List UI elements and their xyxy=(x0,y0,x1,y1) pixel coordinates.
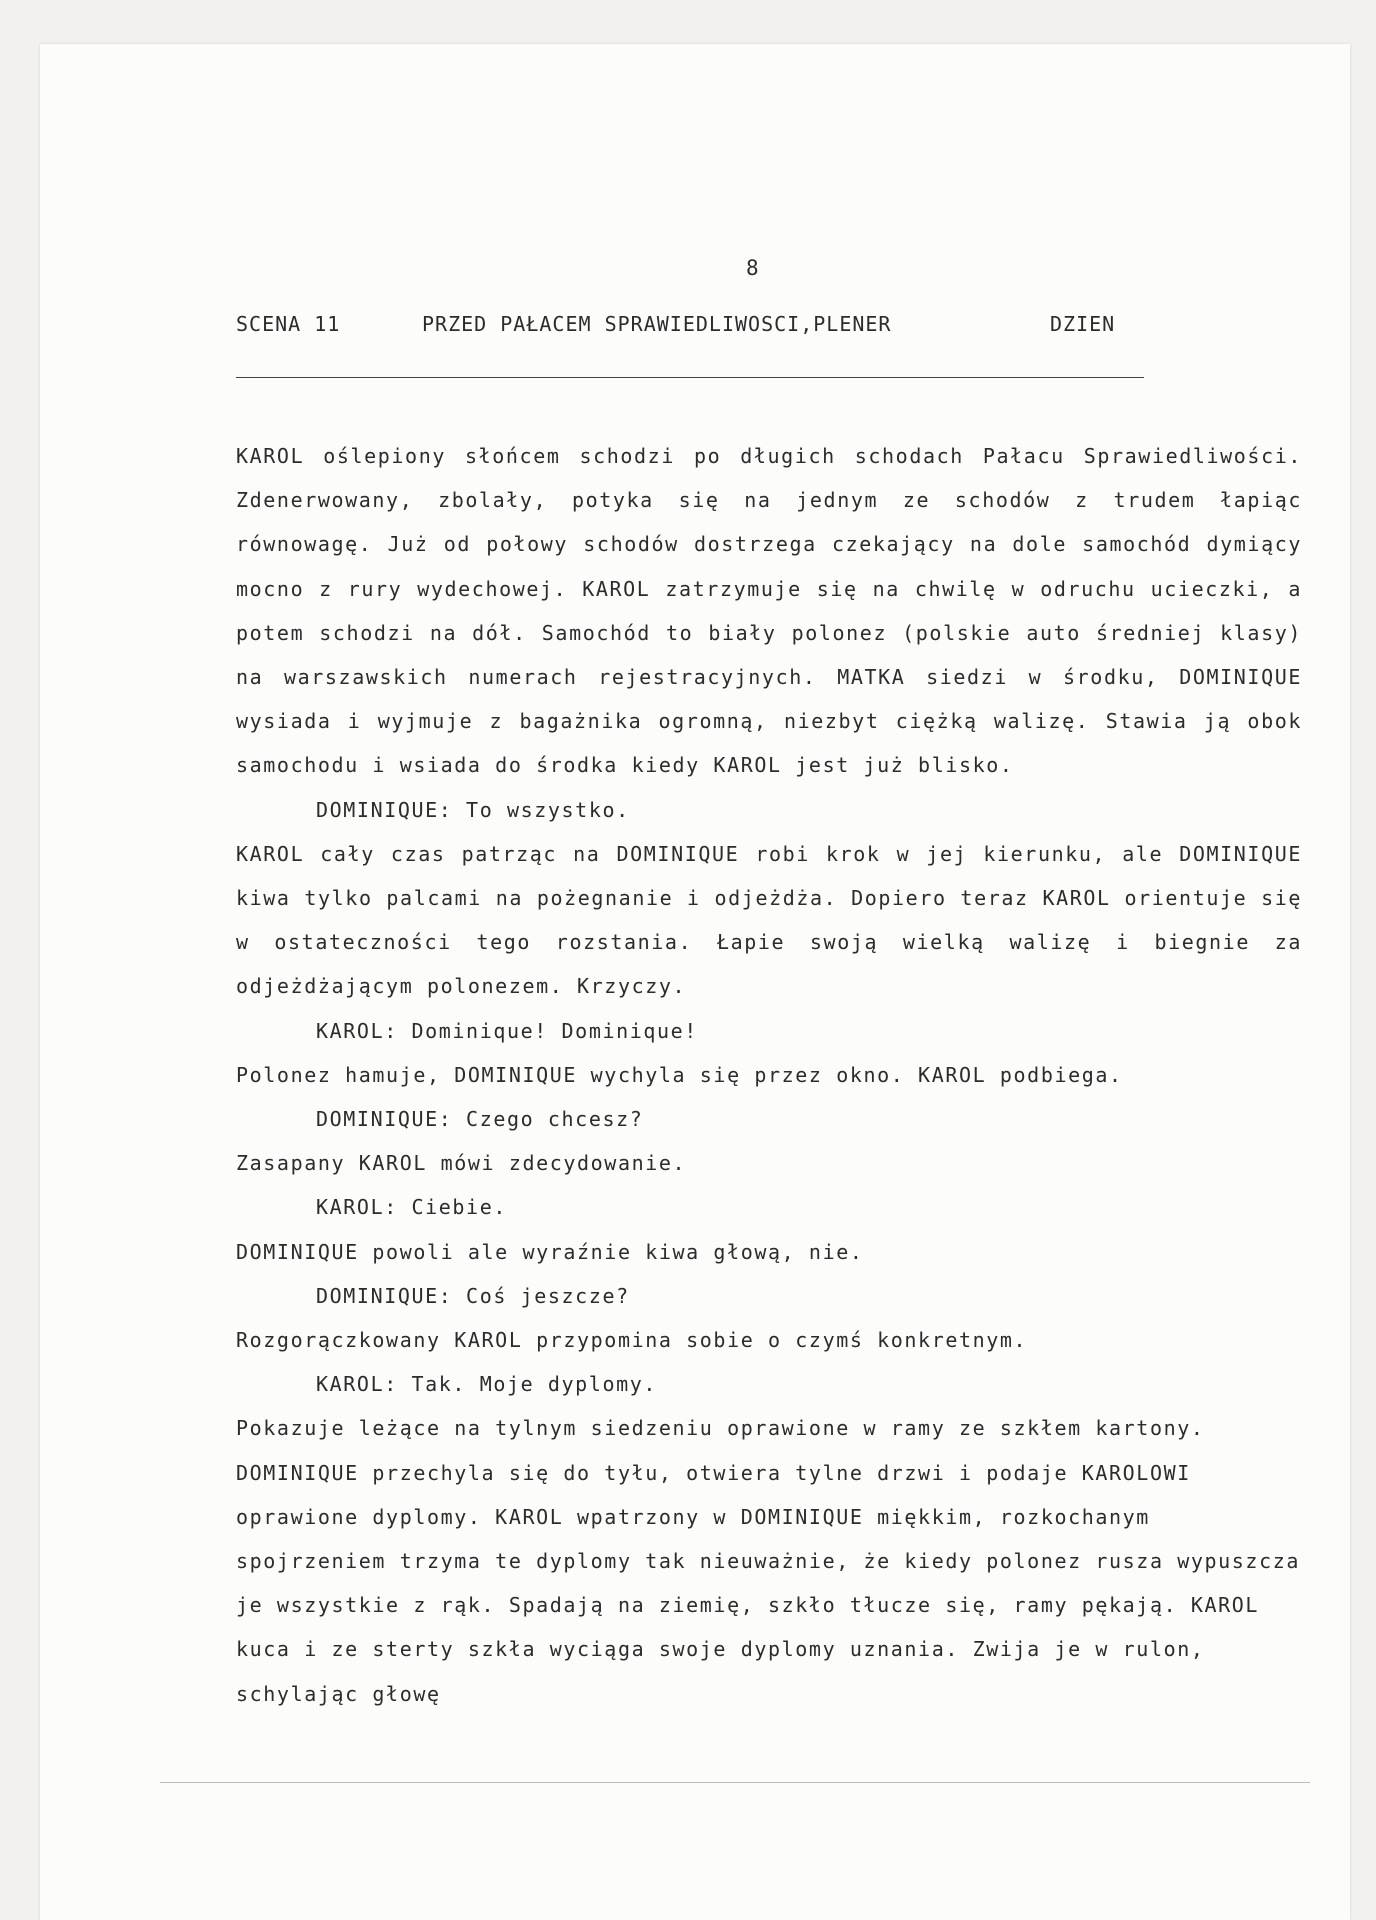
script-page xyxy=(40,44,1350,1920)
dialogue-line: KAROL: Ciebie. xyxy=(316,1195,507,1220)
action-paragraph: Pokazuje leżące na tylnym siedzeniu oprawione w ramy ze szkłem kartony. DOMINIQUE przechyla się do tyłu, otwiera tylne drzwi i podaje KAROLOWI oprawione dyplomy. KAROL wpatrzony w DOMINIQUE miękkim, rozkochanym spojrzeniem trzyma te dyplomy tak nieuważnie, że kiedy polonez rusza wypuszcza je wszystkie z rąk. Spadają na ziemię, szkło tłucze się, ramy pękają. KAROL kuca i ze sterty szkła wyciąga swoje dyplomy uznania. Zwija je w rulon, schylając głowę xyxy=(236,1416,1300,1706)
scene-location: PRZED PAŁACEM SPRAWIEDLIWOSCI,PLENER xyxy=(422,312,892,336)
action-paragraph: KAROL oślepiony słońcem schodzi po długich schodach Pałacu Sprawiedliwości. Zdenerwowany, zbolały, potyka się na jednym ze schodów z trudem łapiąc równowagę. Już od połowy schodów dostrzega czekający na dole samochód dymiący mocno z rury wydechowej. KAROL zatrzymuje się na chwilę w odruchu ucieczki, a potem schodzi na dół. Samochód to biały polonez (polskie auto średniej klasy) na warszawskich numerach rejestracyjnych. MATKA siedzi w środku, DOMINIQUE wysiada i wyjmuje z bagażnika ogromną, niezbyt ciężką walizę. Stawia ją obok samochodu i wsiada do środka kiedy KAROL jest już blisko. xyxy=(236,444,1302,778)
action-paragraph: KAROL cały czas patrząc na DOMINIQUE robi krok w jej kierunku, ale DOMINIQUE kiwa tylko palcami na pożegnanie i odjeżdża. Dopiero teraz KAROL orientuje się w ostateczności tego rozstania. Łapie swoją wielką walizę i biegnie za odjeżdżającym polonezem. Krzyczy. xyxy=(236,841,1302,999)
action-paragraph: Polonez hamuje, DOMINIQUE wychyla się przez okno. KAROL podbiega. xyxy=(236,1062,1123,1087)
scene-heading xyxy=(236,312,1156,432)
dialogue-line: KAROL: Tak. Moje dyplomy. xyxy=(316,1372,658,1397)
heading-rule xyxy=(236,377,1144,378)
dialogue-line: DOMINIQUE: Coś jeszcze? xyxy=(316,1283,630,1308)
dialogue-line: DOMINIQUE: To wszystko. xyxy=(316,797,630,822)
dialogue-line: DOMINIQUE: Czego chcesz? xyxy=(316,1107,644,1132)
script-body xyxy=(236,434,1302,1716)
page-number: 8 xyxy=(746,256,760,280)
action-paragraph: Rozgorączkowany KAROL przypomina sobie o czymś konkretnym. xyxy=(236,1328,1028,1353)
scene-time: DZIEN xyxy=(1050,312,1116,336)
dialogue-line: KAROL: Dominique! Dominique! xyxy=(316,1018,698,1043)
action-paragraph: Zasapany KAROL mówi zdecydowanie. xyxy=(236,1151,687,1176)
action-paragraph: DOMINIQUE powoli ale wyraźnie kiwa głową, nie. xyxy=(236,1239,864,1264)
page-bottom-line xyxy=(160,1782,1310,1783)
scene-number: SCENA 11 xyxy=(236,312,341,336)
